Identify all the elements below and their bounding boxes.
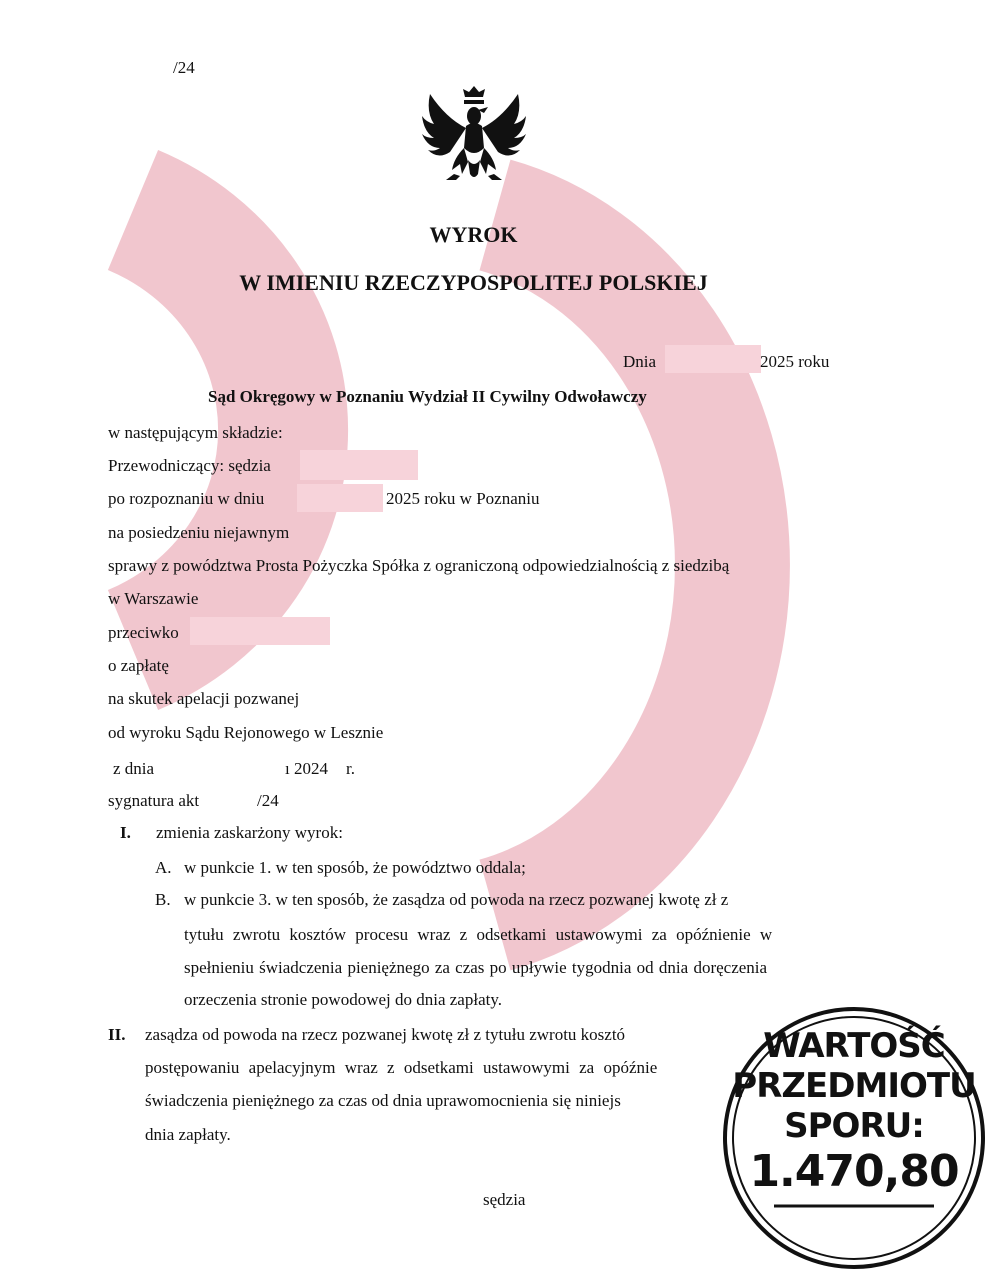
point-II-line-4: dnia zapłaty. [145, 1125, 231, 1144]
stamp-amount: 1.470,80 [749, 1146, 959, 1197]
subject-line: o zapłatę [108, 656, 169, 675]
case-number-prefix: sygnatura akt [108, 791, 200, 810]
stamp-line-1: WARTOŚĆ [763, 1026, 945, 1066]
composition-line: w następującym składzie: [108, 423, 283, 442]
redaction-defendant [190, 617, 330, 645]
point-I-b-line-1: w punkcie 3. w ten sposób, że zasądza od powoda na rzecz pozwanej kwotę zł z [184, 890, 729, 909]
session-line: na posiedzeniu niejawnym [108, 523, 290, 542]
stamp-line-3: SPORU: [784, 1106, 924, 1146]
hearing-suffix: 2025 roku w Poznaniu [386, 489, 540, 508]
judgment-date-prefix: z dnia [113, 759, 155, 778]
point-I-b-line-4: orzeczenia stronie powodowej do dnia zapłaty. [184, 990, 502, 1009]
point-I-a-text: w punkcie 1. w ten sposób, że powództwo oddala; [184, 858, 526, 877]
claim-city-line: w Warszawie [108, 589, 199, 608]
redaction-judge [300, 450, 418, 480]
document-title: WYROK [429, 222, 518, 247]
stamp-line-2: PRZEDMIOTU [732, 1066, 976, 1106]
date-prefix: Dnia [623, 352, 657, 371]
judgment-date-suffix: r. [346, 759, 355, 778]
case-number-suffix: /24 [257, 791, 279, 810]
point-I-a-number: A. [155, 858, 172, 877]
point-I-b-number: B. [155, 890, 171, 909]
appeal-line: na skutek apelacji pozwanej [108, 689, 300, 708]
presiding-line: Przewodniczący: sędzia [108, 456, 271, 475]
point-I-b-line-3: spełnieniu świadczenia pieniężnego za czas po upływie tygodnia od dnia doręczenia [184, 958, 768, 977]
redaction-date [665, 345, 761, 373]
dispute-value-stamp [722, 1006, 986, 1270]
point-II-line-2: postępowaniu apelacyjnym wraz z odsetkami ustawowymi za opóźnie [145, 1058, 658, 1077]
court-name: Sąd Okręgowy w Poznaniu Wydział II Cywilny Odwoławczy [208, 387, 647, 406]
point-I-number: I. [120, 823, 131, 842]
point-I-b-line-2: tytułu zwrotu kosztów procesu wraz z odsetkami ustawowymi za opóźnienie w [184, 925, 773, 944]
point-I-text: zmienia zaskarżony wyrok: [156, 823, 343, 842]
signature-label: sędzia [483, 1190, 526, 1209]
point-II-line-1: zasądza od powoda na rzecz pozwanej kwotę zł z tytułu zwrotu kosztó [145, 1025, 626, 1044]
point-II-line-3: świadczenia pieniężnego za czas od dnia uprawomocnienia się niniejs [145, 1091, 621, 1110]
point-II-number: II. [108, 1025, 126, 1044]
document-subtitle: W IMIENIU RZECZYPOSPOLITEJ POLSKIEJ [239, 270, 708, 295]
hearing-prefix: po rozpoznaniu w dniu [108, 489, 265, 508]
from-judgment-line: od wyroku Sądu Rejonowego w Lesznie [108, 723, 384, 742]
judgment-date-middle: ı 2024 [285, 759, 328, 778]
case-reference: /24 [173, 58, 195, 77]
claim-line: sprawy z powództwa Prosta Pożyczka Spółka z ograniczoną odpowiedzialnością z siedzibą [108, 556, 730, 575]
date-suffix: 2025 roku [760, 352, 830, 371]
polish-eagle-emblem-icon [418, 82, 530, 188]
redaction-hearing-date [297, 484, 383, 512]
against-line: przeciwko [108, 623, 179, 642]
